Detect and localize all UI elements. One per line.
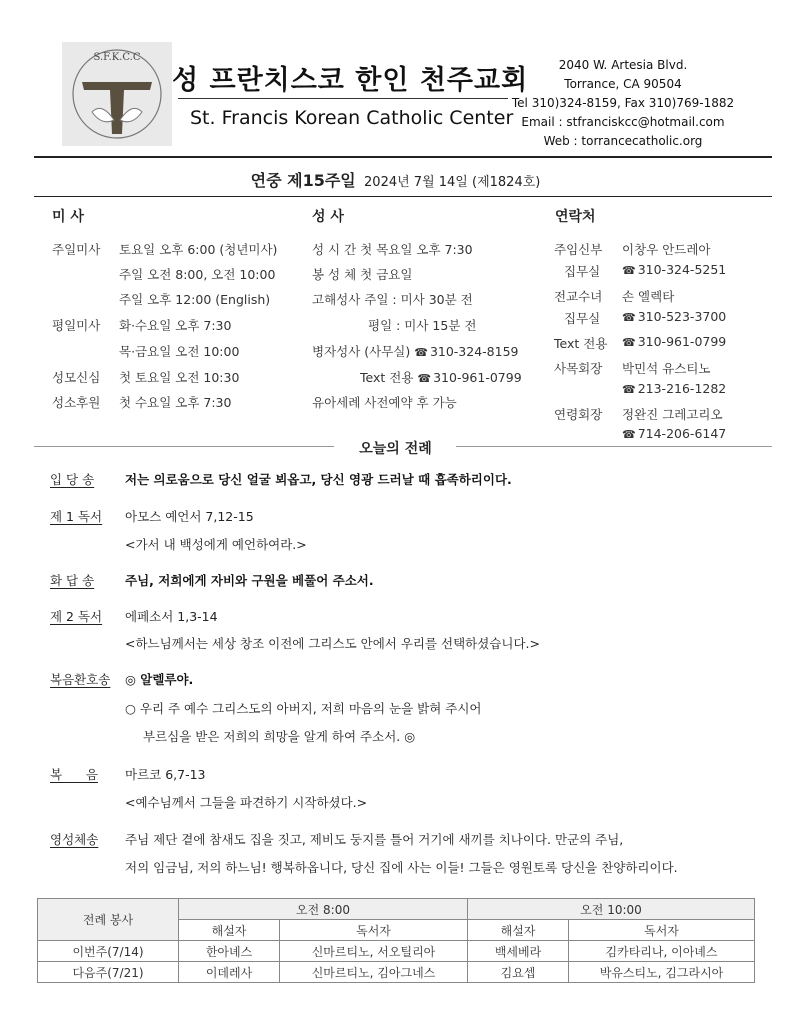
gospel-ref: 마르코 6,7-13	[125, 767, 206, 782]
reader-cell: 신마르티노, 서오틸리아	[280, 941, 468, 962]
sacrament-item	[312, 342, 519, 360]
address-line: Torrance, CA 90504	[564, 77, 682, 91]
sacrament-item: 봉 성 체 첫 금요일	[312, 267, 413, 282]
address-line: 2040 W. Artesia Blvd.	[558, 58, 688, 72]
contact-label: 전교수녀	[554, 289, 603, 304]
sacrament-item: 유아세례 사전예약 후 가능	[312, 395, 457, 410]
sacrament-label: 병자성사 (사무실)	[312, 344, 415, 359]
issue-line	[0, 168, 791, 191]
contact-phone[interactable]	[622, 334, 726, 349]
contact-label: 주임신부	[554, 242, 603, 257]
contact-name: 이창우 안드레아	[622, 242, 711, 257]
week-cell: 다음주(7/21)	[38, 962, 179, 983]
svg-text:S.F.K.C.C: S.F.K.C.C	[93, 52, 141, 63]
reading2-summary: <하느님께서는 세상 창조 이전에 그리스도 안에서 우리를 선택하셨습니다.>	[125, 636, 540, 651]
contact-name: 박민석 유스티노	[622, 361, 711, 376]
sacraments-schedule	[312, 240, 552, 420]
phone-number[interactable]: 310-961-0799	[637, 334, 727, 349]
contact-phone[interactable]	[622, 309, 726, 324]
table-row	[38, 962, 755, 983]
phone-number[interactable]: 213-216-1282	[637, 381, 727, 396]
commentator-cell: 김요셉	[468, 962, 569, 983]
communion-label: 영성체송	[50, 832, 99, 847]
header-divider	[34, 156, 772, 158]
entrance-antiphon: 저는 의로움으로 당신 얼굴 뵈옵고, 당신 영광 드러날 때 흡족하리이다.	[125, 472, 512, 487]
gospel-summary: <예수님께서 그들을 파견하기 시작하셨다.>	[125, 795, 368, 810]
alleluia-verse: ○ 우리 주 예수 그리스도의 아버지, 저희 마음의 눈을 밝혀 주시어	[125, 701, 482, 716]
reading1-ref: 아모스 예언서 7,12-15	[125, 509, 254, 524]
reader-header: 독서자	[280, 920, 468, 941]
psalm-label: 화 답 송	[50, 573, 95, 588]
alleluia-verse: 부르심을 받은 저희의 희망을 알게 하여 주소서. ◎	[143, 729, 416, 744]
reading1-summary: <가서 내 백성에게 예언하여라.>	[125, 537, 307, 552]
schedule-item: 첫 수요일 오후 7:30	[119, 395, 232, 410]
sacrament-item: 고해성사 주일 : 미사 30분 전	[312, 292, 473, 307]
phone-icon	[417, 370, 433, 385]
alleluia-label: 복음환호송	[50, 672, 111, 687]
reader-cell: 신마르티노, 김아그네스	[280, 962, 468, 983]
table-header-row	[38, 899, 755, 920]
reading1-label: 제 1 독서	[50, 509, 103, 524]
schedule-item: 화·수요일 오후 7:30	[119, 318, 232, 333]
schedule-item: 목·금요일 오전 10:00	[119, 344, 240, 359]
schedule-item: 주일 오후 12:00 (English)	[119, 292, 271, 307]
parish-title-korean: 성 프란치스코 한인 천주교회	[172, 65, 529, 96]
title-divider	[178, 98, 508, 99]
table-corner: 전례 봉사	[38, 899, 179, 941]
schedule-label: 성소후원	[52, 395, 101, 410]
parish-logo	[62, 42, 172, 146]
reader-cell: 김카타리나, 이아녜스	[569, 941, 755, 962]
phone-icon	[414, 344, 430, 359]
schedule-item: 첫 토요일 오전 10:30	[119, 370, 240, 385]
reader-header: 독서자	[569, 920, 755, 941]
schedule-item: 토요일 오후 6:00 (청년미사)	[119, 242, 278, 257]
phone-icon	[622, 381, 638, 396]
phone-number[interactable]: 310-961-0799	[433, 370, 522, 385]
liturgy-divider-right	[456, 446, 772, 447]
schedule-label: 성모신심	[52, 370, 101, 385]
email-line: Email : stfranciskcc@hotmail.com	[521, 115, 725, 129]
mass-schedule	[52, 240, 302, 420]
mass2-header: 오전 10:00	[468, 899, 755, 920]
phone-icon	[622, 334, 638, 349]
contact-label: 사목회장	[554, 361, 603, 376]
issue-title: 연중 제15주일	[250, 171, 356, 190]
alleluia: ◎ 알렐루야.	[125, 672, 194, 687]
contact-label: 집무실	[564, 311, 601, 326]
reading2-label: 제 2 독서	[50, 609, 103, 624]
table-row	[38, 941, 755, 962]
contact-name: 정완진 그레고리오	[622, 407, 723, 422]
sacrament-item: 성 시 간 첫 목요일 오후 7:30	[312, 242, 473, 257]
contacts-list	[552, 240, 772, 440]
commentator-header: 해설자	[179, 920, 280, 941]
schedule-label: 주일미사	[52, 242, 101, 257]
contact-phone[interactable]	[622, 262, 726, 277]
sacraments-heading: 성 사	[312, 209, 344, 225]
responsorial-psalm: 주님, 저희에게 자비와 구원을 베풀어 주소서.	[125, 573, 374, 588]
phone-number[interactable]: 310-523-3700	[637, 309, 727, 324]
phone-icon	[622, 262, 638, 277]
sacrament-item	[360, 368, 522, 386]
contact-phone[interactable]	[622, 381, 726, 396]
phone-fax-line: Tel 310)324-8159, Fax 310)769-1882	[511, 96, 735, 110]
web-line: Web : torrancecatholic.org	[543, 134, 703, 148]
reading2-ref: 에페소서 1,3-14	[125, 609, 218, 624]
week-cell: 이번주(7/14)	[38, 941, 179, 962]
gospel-label: 복 음	[50, 767, 98, 782]
contact-address-block	[503, 56, 743, 151]
issue-divider	[34, 196, 772, 197]
phone-number[interactable]: 310-324-5251	[637, 262, 727, 277]
sacrament-label: Text 전용	[360, 370, 418, 385]
contact-label: Text 전용	[554, 336, 608, 351]
liturgy-service-table	[37, 898, 755, 983]
phone-number[interactable]: 310-324-8159	[429, 344, 519, 359]
mass-heading: 미 사	[52, 209, 84, 225]
communion-antiphon-line1: 주님 제단 곁에 참새도 집을 짓고, 제비도 둥지를 틀어 거기에 새끼를 치나이다. 만군의 주님,	[125, 832, 624, 847]
commentator-cell: 이데레사	[179, 962, 280, 983]
entrance-label: 입 당 송	[50, 472, 95, 487]
commentator-cell: 한아녜스	[179, 941, 280, 962]
commentator-header: 해설자	[468, 920, 569, 941]
schedule-label: 평일미사	[52, 318, 101, 333]
liturgy-heading: 오늘의 전례	[359, 441, 432, 457]
issue-date: 2024년 7월 14일 (제1824호)	[364, 175, 541, 190]
phone-number[interactable]: 714-206-6147	[637, 426, 727, 441]
reader-cell: 박유스티노, 김그라시아	[569, 962, 755, 983]
phone-icon	[622, 309, 638, 324]
mass1-header: 오전 8:00	[179, 899, 468, 920]
contact-name: 손 엘렉타	[622, 289, 675, 304]
schedule-item: 주일 오전 8:00, 오전 10:00	[119, 267, 276, 282]
contacts-heading: 연락처	[555, 209, 596, 225]
parish-title-english: St. Francis Korean Catholic Center	[190, 107, 514, 129]
commentator-cell: 백세베라	[468, 941, 569, 962]
contact-label: 연령회장	[554, 407, 603, 422]
communion-antiphon-line2: 저의 임금님, 저의 하느님! 행복하옵니다, 당신 집에 사는 이들! 그들은 영원토록 당신을 찬양하리이다.	[125, 860, 678, 875]
sacrament-item: 평일 : 미사 15분 전	[368, 318, 477, 333]
contact-label: 집무실	[564, 264, 601, 279]
